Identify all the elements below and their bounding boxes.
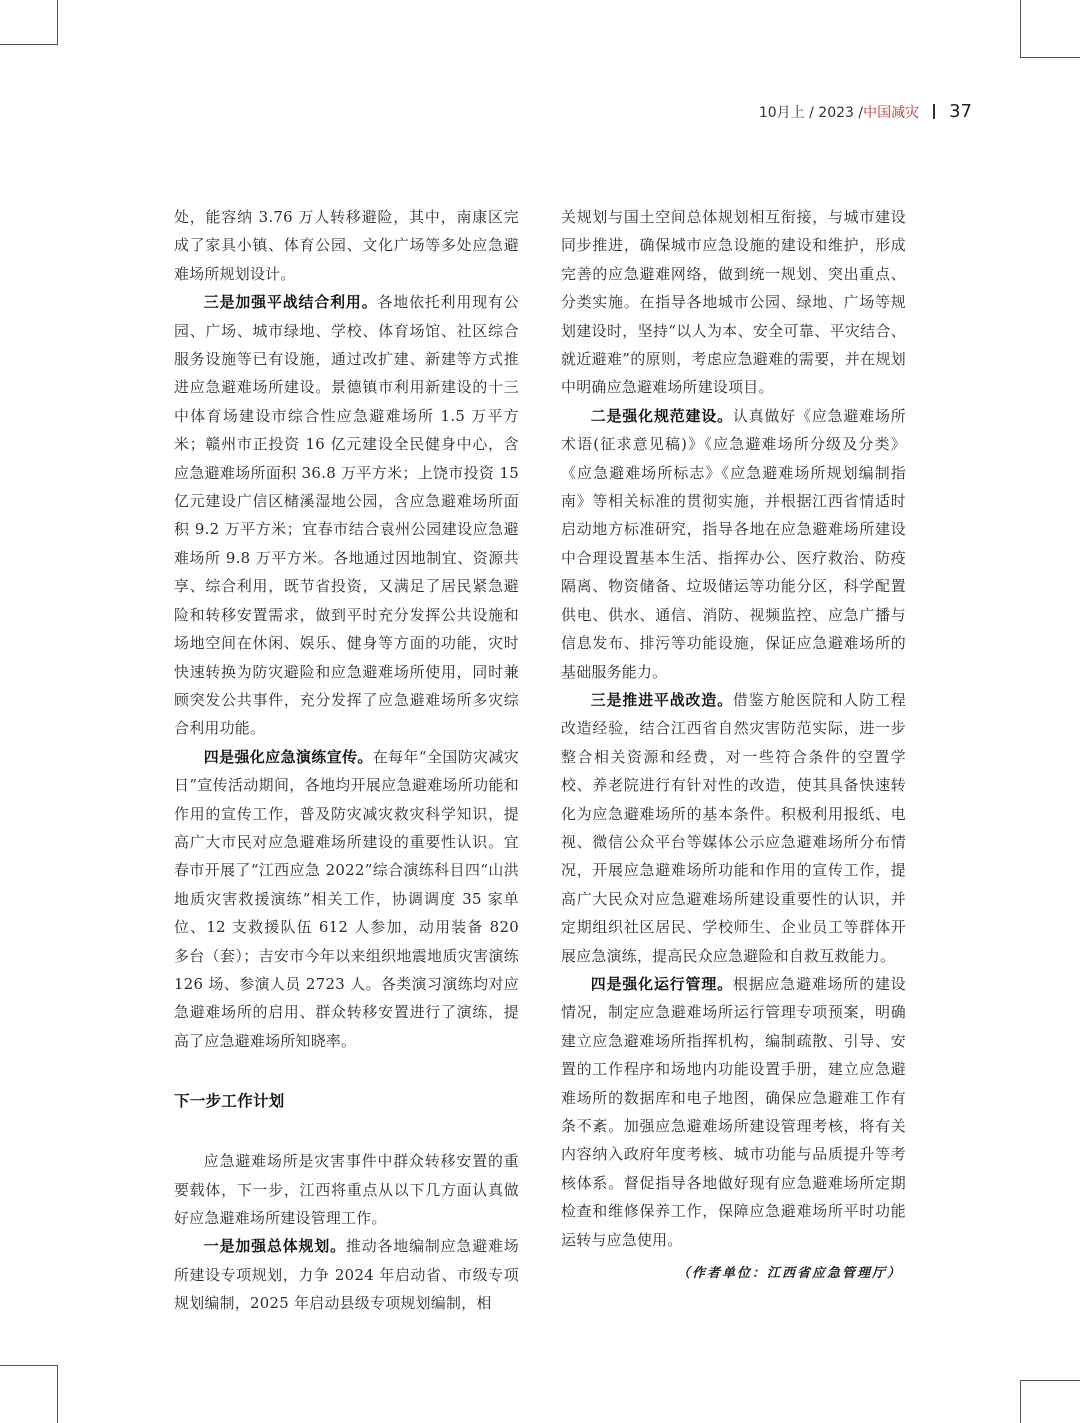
paragraph: 处，能容纳 3.76 万人转移避险，其中，南康区完成了家具小镇、体育公园、文化广场等多处应急避难场所规划设计。 xyxy=(174,208,519,283)
crop-mark xyxy=(1020,1380,1080,1381)
paragraph: 关规划与国土空间总体规划相互衔接，与城市建设同步推进，确保城市应急设施的建设和维护，形成完善的应急避难网络，做到统一规划、突出重点、分类实施。在指导各地城市公园、绿地、广场等规划建设时，坚持“以人为本、安全可靠、平灾结合、就近避难”的原则，考虑应急避难的需要，并在规划中明确应急避难场所建设项目。 xyxy=(561,208,906,397)
paragraph xyxy=(174,743,519,1055)
crop-mark xyxy=(0,44,58,45)
right-column xyxy=(561,203,906,1288)
paragraph-body: 在每年“全国防灾减灾日”宣传活动期间，各地均开展应急避难场所功能和作用的宣传工作，普及防灾减灾救灾科学知识，提高广大市民对应急避难场所建设的重要性认识。宜春市开展了“江西应急 2022”综合演练科目四“山洪地质灾害救援演练”相关工作，协调调度 35 家单位、12 支救援队伍 612 人参加，动用装备 820 多台（套）；吉安市今年以来组织地震地质灾害演练 126 场、参演人员 2723 人。各类演习演练均对应急避难场所的启用、群众转移安置进行了演练，提高了应急避难场所知晓率。 xyxy=(174,747,519,1050)
left-column xyxy=(174,203,519,1318)
paragraph-body: 根据应急避难场所的建设情况，制定应急避难场所运行管理专项预案，明确建立应急避难场所指挥机构，编制疏散、引导、安置的工作程序和场地内功能设置手册，建立应急避难场所的数据库和电子地图，确保应急避难工作有条不紊。加强应急避难场所建设管理考核，将有关内容纳入政府年度考核、城市功能与品质提升等考核体系。督促指导各地做好现有应急避难场所定期检查和维修保养工作，保障应急避难场所平时功能运转与应急使用。 xyxy=(561,974,906,1249)
paragraph xyxy=(561,686,906,970)
section-heading: 下一步工作计划 xyxy=(174,1092,285,1111)
crop-mark xyxy=(1020,57,1080,58)
paragraph-body: 借鉴方舱医院和人防工程改造经验，结合江西省自然灾害防范实际，进一步整合相关资源和经费，对一些符合条件的空置学校、养老院进行有针对性的改造，使其具备快速转化为应急避难场所的基本条件。积极利用报纸、电视、微信公众平台等媒体公示应急避难场所分布情况，开展应急避难场所功能和作用的宣传工作，提高广大民众对应急避难场所建设重要性的认识，并定期组织社区居民、学校师生、企业员工等群体开展应急演练，提高民众应急避险和自救互救能力。 xyxy=(561,690,906,965)
magazine-name: 中国减灾 xyxy=(863,104,920,121)
paragraph-body: 各地依托利用现有公园、广场、城市绿地、学校、体育场馆、社区综合服务设施等已有设施，通过改扩建、新建等方式推进应急避难场所建设。景德镇市利用新建设的十三中体育场建设市综合性应急避难场所 1.5 万平方米；赣州市正投资 16 亿元建设全民健身中心，含应急避难场所面积 36.8 万平方米；上饶市投资 15 亿元建设广信区槠溪湿地公园，含应急避难场所面积 9.2 万平方米；宜春市结合袁州公园建设应急避难场所 9.8 万平方米。各地通过因地制宜、资源共享、综合利用，既节省投资，又满足了居民紧急避险和转移安置需求，做到平时充分发挥公共设施和场地空间在休闲、娱乐、健身等方面的功能，灾时快速转换为防灾避险和应急避难场所使用，同时兼顾突发公共事件，充分发挥了应急避难场所多灾综合利用功能。 xyxy=(174,293,519,738)
running-header xyxy=(759,101,972,122)
paragraph-lead: 四是强化运行管理。 xyxy=(590,974,733,993)
author-affiliation: （作者单位：江西省应急管理厅） xyxy=(676,1266,902,1282)
crop-mark xyxy=(1020,0,1021,58)
header-divider xyxy=(933,104,935,119)
paragraph-lead: 二是强化规范建设。 xyxy=(590,406,733,425)
page-number: 37 xyxy=(949,101,972,122)
paragraph-body: 认真做好《应急避难场所术语(征求意见稿)》《应急避难场所分级及分类》《应急避难场所标志》《应急避难场所规划编制指南》等相关标准的贯彻实施，并根据江西省情适时启动地方标准研究，指导各地在应急避难场所建设中合理设置基本生活、指挥办公、医疗救治、防疫隔离、物资储备、垃圾储运等功能分区，科学配置供电、供水、通信、消防、视频监控、应急广播与信息发布、排污等功能设施，保证应急避难场所的基础服务能力。 xyxy=(561,406,906,681)
paragraph: 应急避难场所是灾害事件中群众转移安置的重要载体，下一步，江西将重点从以下几方面认真做好应急避难场所建设管理工作。 xyxy=(174,1152,519,1227)
paragraph-body: 推动各地编制应急避难场所建设专项规划，力争 2024 年启动省、市级专项规划编制，2025 年启动县级专项规划编制，相 xyxy=(174,1237,519,1313)
paragraph-lead: 四是强化应急演练宣传。 xyxy=(203,747,373,766)
paragraph xyxy=(174,1232,519,1317)
paragraph-lead: 一是加强总体规划。 xyxy=(203,1237,346,1256)
crop-mark xyxy=(57,0,58,44)
paragraph xyxy=(561,970,906,1254)
paragraph-lead: 三是加强平战结合利用。 xyxy=(203,293,378,312)
crop-mark xyxy=(1020,1380,1021,1423)
crop-mark xyxy=(0,1365,58,1366)
crop-mark xyxy=(57,1365,58,1423)
issue-date: 10月上 / 2023 / xyxy=(758,104,864,121)
paragraph-lead: 三是推进平战改造。 xyxy=(590,690,733,709)
paragraph xyxy=(561,402,906,686)
paragraph xyxy=(174,288,519,743)
